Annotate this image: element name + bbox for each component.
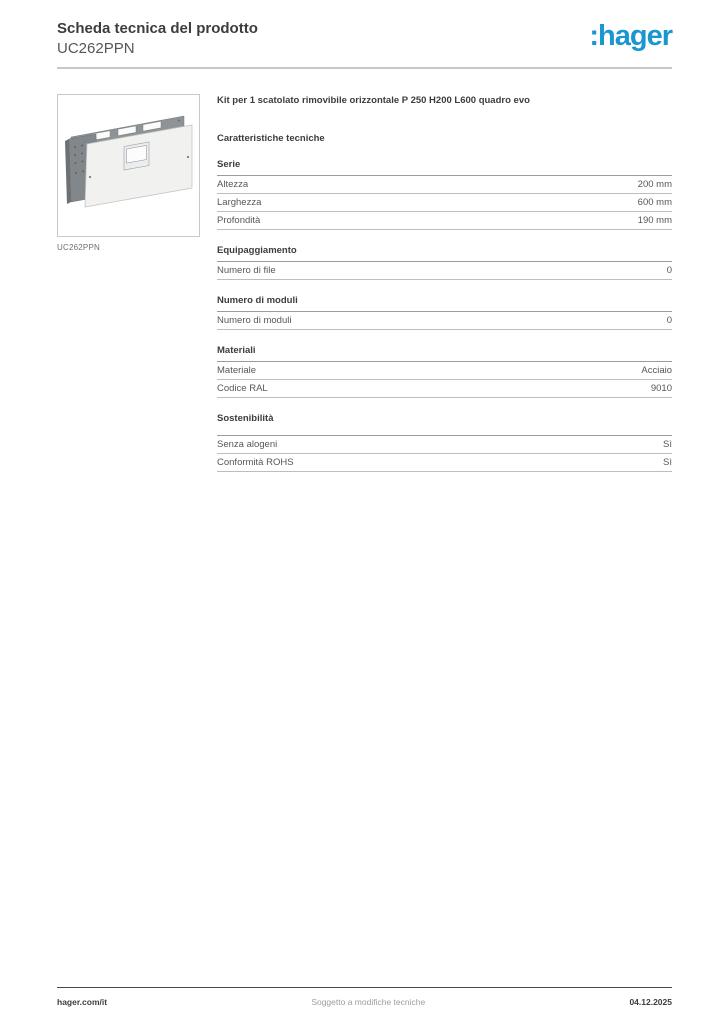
spec-row	[217, 454, 672, 472]
spec-value: 9010	[650, 383, 672, 394]
spec-row	[217, 362, 672, 380]
product-image-caption: UC262PPN	[57, 243, 100, 252]
spec-row	[217, 262, 672, 280]
spec-section-heading: Sostenibilità	[217, 413, 672, 436]
footer-website-link[interactable]: hager.com/it	[57, 997, 108, 1007]
hager-logo: :hager	[589, 20, 672, 52]
spec-value: Sì	[663, 457, 672, 468]
footer-disclaimer: Soggetto a modifiche tecniche	[311, 997, 426, 1007]
spec-section-serie	[217, 159, 672, 230]
header	[57, 0, 672, 59]
specs	[217, 159, 672, 472]
spec-label: Larghezza	[217, 197, 262, 208]
spec-label: Senza alogeni	[217, 439, 278, 450]
product-image	[57, 94, 200, 237]
header-divider	[57, 67, 672, 69]
header-titles	[57, 19, 258, 59]
spec-label: Profondità	[217, 215, 261, 226]
spec-row	[217, 312, 672, 330]
spec-section-heading: Materiali	[217, 345, 672, 362]
spec-value: 600 mm	[637, 197, 672, 208]
spec-label: Conformità ROHS	[217, 457, 294, 468]
spec-section-heading: Numero di moduli	[217, 295, 672, 312]
main-content	[57, 94, 672, 472]
footer-row	[57, 997, 672, 1008]
spec-section-heading: Serie	[217, 159, 672, 176]
spec-section-sostenibilit-	[217, 413, 672, 472]
product-description: Kit per 1 scatolato rimovibile orizzontale P 250 H200 L600 quadro evo	[217, 95, 530, 106]
page-title: Scheda tecnica del prodotto	[57, 20, 258, 37]
spec-value: 0	[666, 265, 672, 276]
spec-value: 200 mm	[637, 179, 672, 190]
spec-section-materiali	[217, 345, 672, 398]
spec-value: 190 mm	[637, 215, 672, 226]
spec-value: 0	[666, 315, 672, 326]
spec-row	[217, 436, 672, 454]
spec-section-heading: Equipaggiamento	[217, 245, 672, 262]
spec-row	[217, 380, 672, 398]
product-code: UC262PPN	[57, 40, 135, 57]
footer	[57, 987, 672, 1008]
spec-value: Acciaio	[641, 365, 672, 376]
footer-divider	[57, 987, 672, 988]
spec-label: Codice RAL	[217, 383, 268, 394]
spec-row	[217, 176, 672, 194]
spec-section-equipaggiamento	[217, 245, 672, 280]
spec-row	[217, 194, 672, 212]
spec-section-numero-di-moduli	[217, 295, 672, 330]
product-image-column	[57, 94, 200, 472]
spec-label: Altezza	[217, 179, 249, 190]
specs-column	[217, 94, 672, 472]
spec-value: Sì	[663, 439, 672, 450]
spec-label: Numero di moduli	[217, 315, 292, 326]
spec-label: Materiale	[217, 365, 257, 376]
spec-row	[217, 212, 672, 230]
footer-date: 04.12.2025	[629, 997, 672, 1007]
spec-label: Numero di file	[217, 265, 276, 276]
technical-characteristics-title: Caratteristiche tecniche	[217, 133, 325, 144]
product-technical-drawing-icon	[58, 95, 199, 236]
